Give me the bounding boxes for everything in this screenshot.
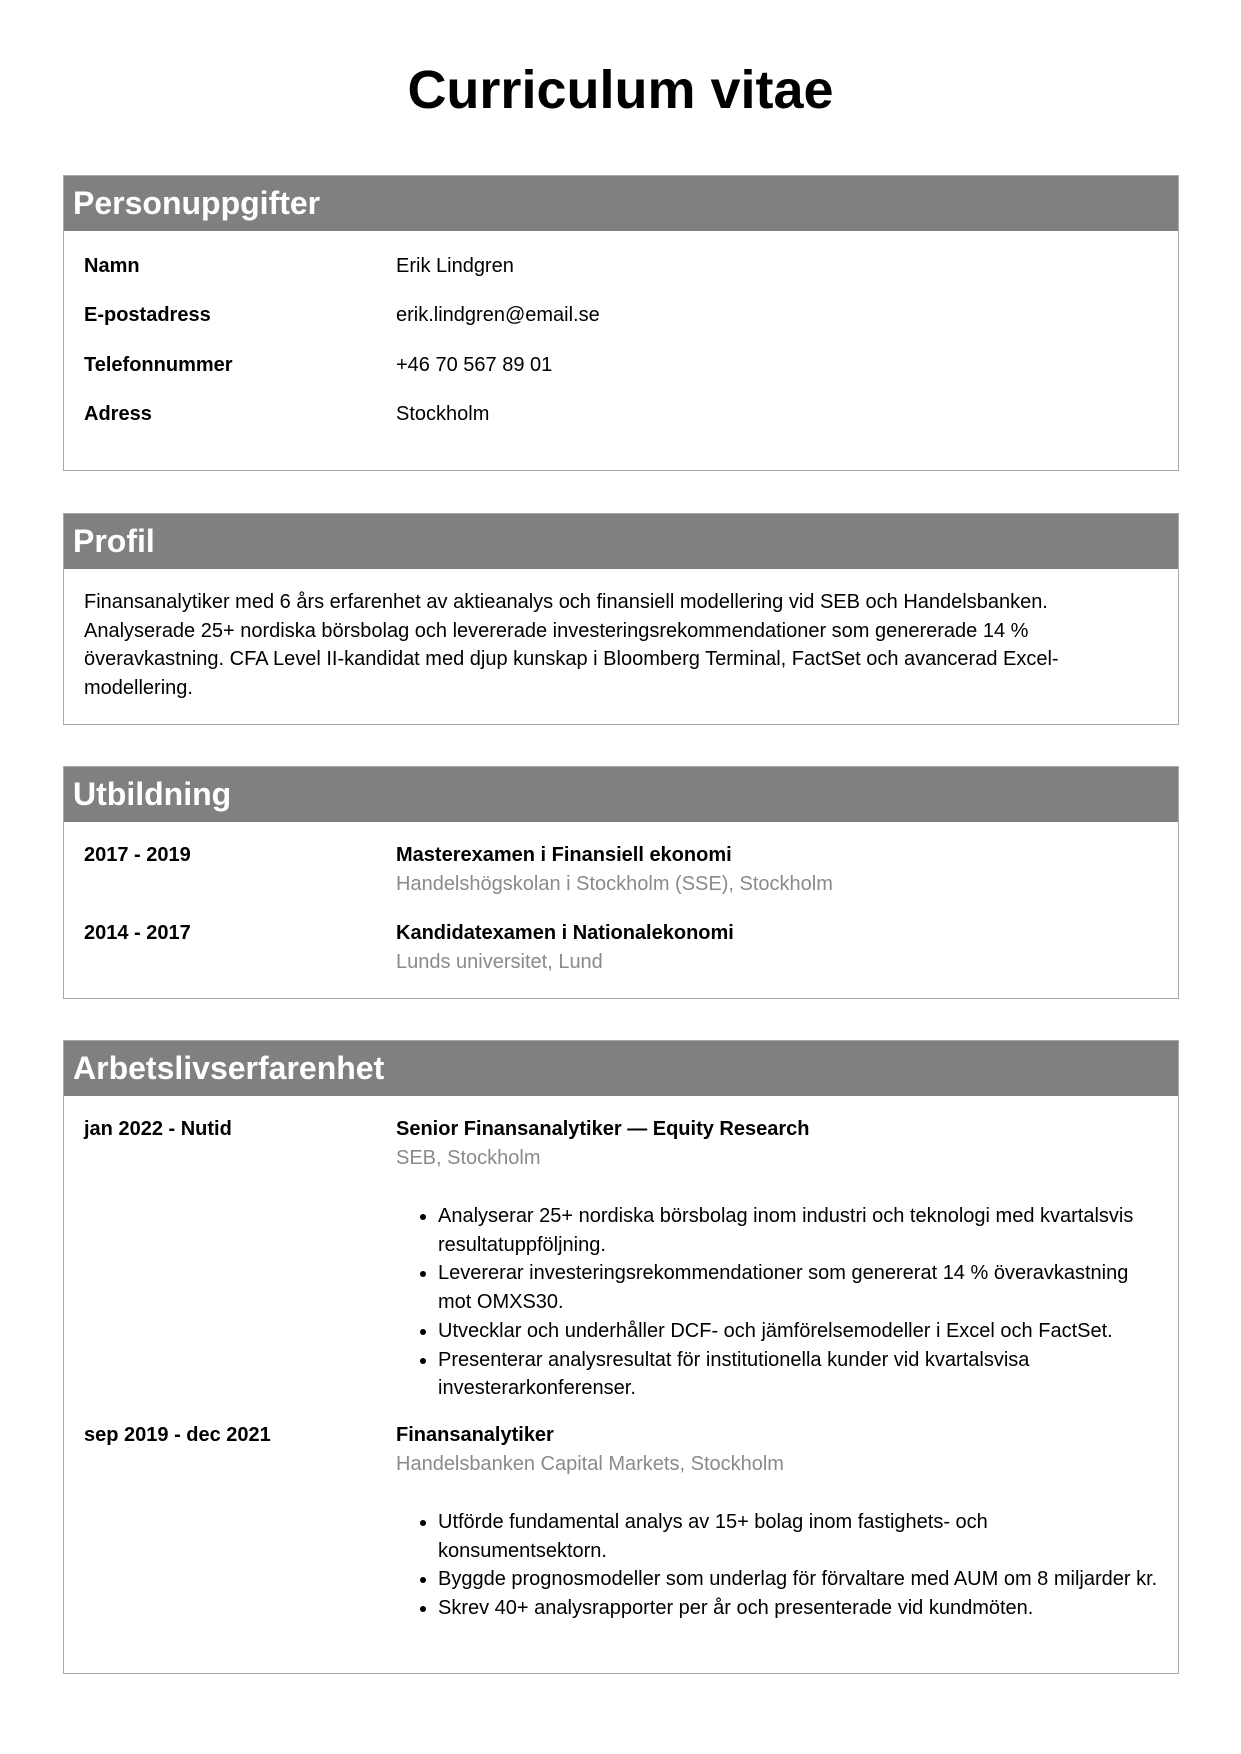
experience-role: Finansanalytiker	[396, 1424, 554, 1446]
profile-section	[63, 513, 1179, 725]
experience-bullets	[396, 1508, 1160, 1623]
row-value: Erik Lindgren	[396, 255, 514, 277]
row-label: Adress	[84, 403, 152, 425]
page-title: Curriculum vitae	[407, 60, 834, 120]
education-period: 2017 - 2019	[84, 844, 191, 866]
row-label: Telefonnummer	[84, 354, 233, 376]
row-value: +46 70 567 89 01	[396, 354, 553, 376]
experience-period: sep 2019 - dec 2021	[84, 1424, 271, 1446]
row-value: Stockholm	[396, 403, 490, 425]
bullet-item: • Byggde prognosmodeller som underlag för förvaltare med AUM om 8 miljarder kr.	[438, 1565, 1160, 1594]
section-heading: Personuppgifter	[64, 176, 1178, 231]
education-school: Lunds universitet, Lund	[396, 951, 603, 973]
row-value: erik.lindgren@email.se	[396, 304, 600, 326]
bullet-item: • Skrev 40+ analysrapporter per år och presenterade vid kundmöten.	[438, 1594, 1160, 1623]
section-heading: Utbildning	[64, 767, 1178, 822]
experience-employer: Handelsbanken Capital Markets, Stockholm	[396, 1453, 784, 1475]
education-degree: Kandidatexamen i Nationalekonomi	[396, 922, 734, 944]
section-heading: Profil	[64, 514, 1178, 569]
profile-text: Finansanalytiker med 6 års erfarenhet av aktieanalys och finansiell modellering vid SEB och Handelsbanken. Analyserade 25+ nordiska börsbolag och levererade investeringsrekommendationer som genererade 14 % överavkastning. CFA Level II-kandidat med djup kunskap i Bloomberg Terminal, FactSet och avancerad Excel-modellering.	[84, 591, 1059, 699]
education-item	[84, 919, 1160, 979]
experience-item	[84, 1421, 1160, 1661]
education-item	[84, 841, 1160, 901]
experience-bullets	[396, 1202, 1160, 1403]
experience-role: Senior Finansanalytiker — Equity Research	[396, 1118, 810, 1140]
education-period: 2014 - 2017	[84, 922, 191, 944]
education-school: Handelshögskolan i Stockholm (SSE), Stockholm	[396, 873, 833, 895]
experience-employer: SEB, Stockholm	[396, 1147, 541, 1169]
education-section	[63, 766, 1179, 999]
bullet-item: • Levererar investeringsrekommendationer som genererat 14 % överavkastning mot OMXS30.	[438, 1259, 1160, 1316]
personal-section	[63, 175, 1179, 471]
bullet-item: • Utförde fundamental analys av 15+ bolag inom fastighets- och konsumentsektorn.	[438, 1508, 1160, 1565]
experience-period: jan 2022 - Nutid	[84, 1118, 232, 1140]
education-degree: Masterexamen i Finansiell ekonomi	[396, 844, 732, 866]
experience-section	[63, 1040, 1179, 1674]
bullet-item: • Utvecklar och underhåller DCF- och jämförelsemodeller i Excel och FactSet.	[438, 1317, 1160, 1346]
bullet-item: • Presenterar analysresultat för institutionella kunder vid kvartalsvisa investerarkonferenser.	[438, 1346, 1160, 1403]
bullet-item: • Analyserar 25+ nordiska börsbolag inom industri och teknologi med kvartalsvis resultatuppföljning.	[438, 1202, 1160, 1259]
experience-item	[84, 1115, 1160, 1415]
row-label: Namn	[84, 255, 140, 277]
row-label: E-postadress	[84, 304, 211, 326]
section-heading: Arbetslivserfarenhet	[64, 1041, 1178, 1096]
